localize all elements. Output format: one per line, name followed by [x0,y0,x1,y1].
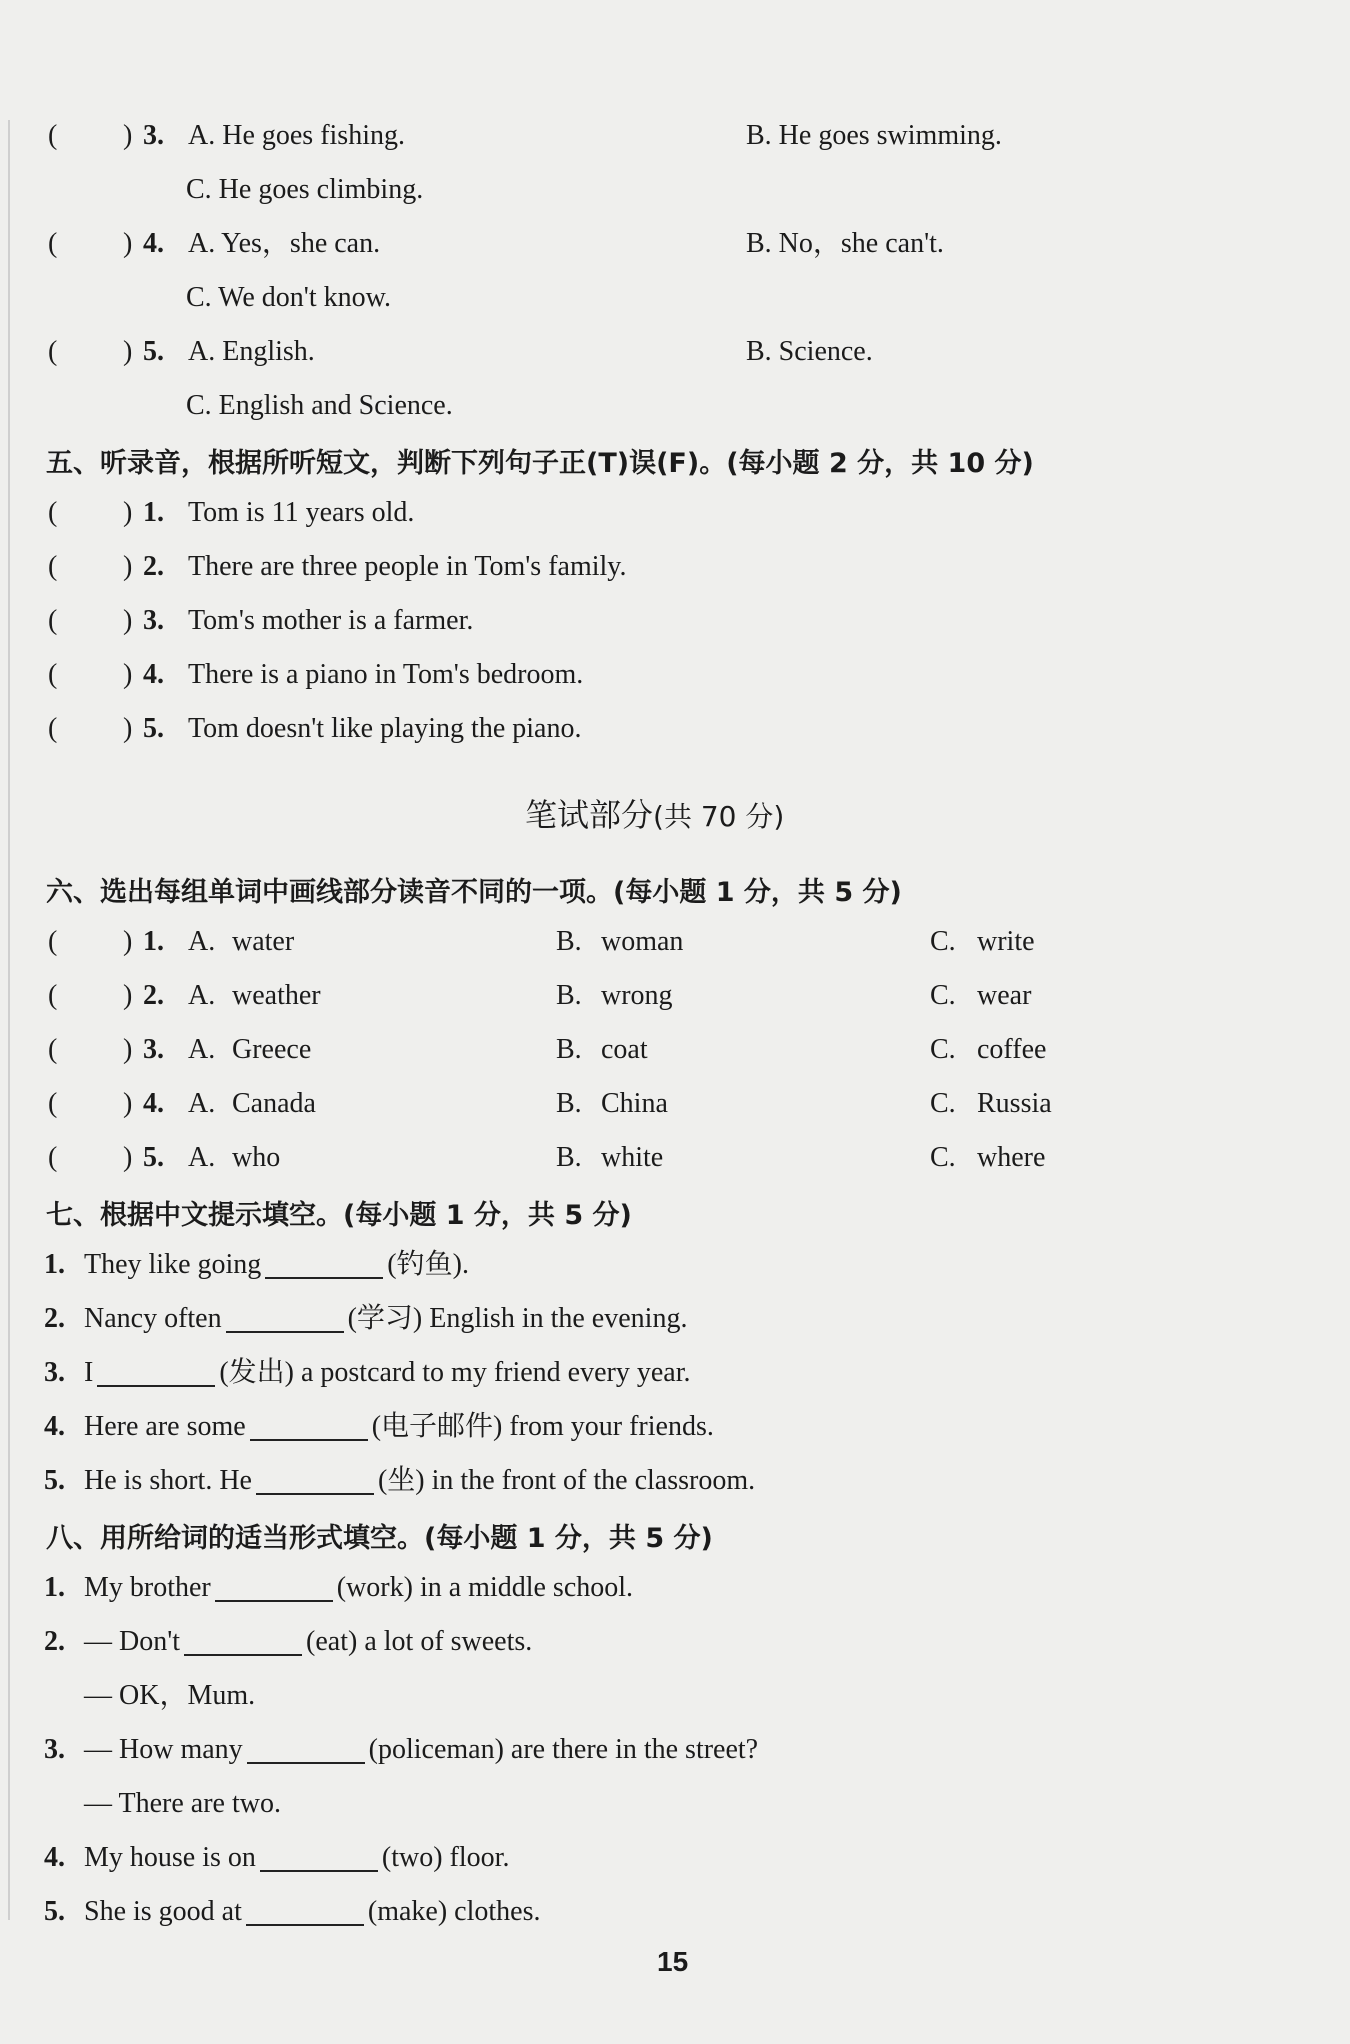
question-text [84,1570,633,1606]
option-b-word: coat [601,1034,648,1065]
section-8-title: 八、用所给词的适当形式填空。(每小题 1 分，共 5 分) [46,1523,713,1554]
text-before-blank: I [84,1357,94,1388]
question-number: 2. [143,551,164,582]
text-before-blank: Here are some [84,1411,246,1442]
question-number: 2. [143,980,164,1011]
question-number: 1. [143,497,164,528]
statement-text: Tom doesn't like playing the piano. [188,713,582,744]
question-number: 2. [44,1303,65,1334]
text-before-blank: They like going [84,1249,262,1280]
answer-blank[interactable] [256,1465,374,1495]
answer-paren-open: ( [48,497,58,528]
option-b: B. Science. [746,336,873,367]
section-7-title: 七、根据中文提示填空。(每小题 1 分，共 5 分) [46,1200,632,1231]
answer-paren-close: ) [123,980,133,1011]
option-a-word: who [232,1142,281,1173]
option-a: A. Yes，she can. [188,228,381,259]
option-a-word: Canada [232,1088,316,1119]
answer-blank[interactable] [250,1411,368,1441]
answer-paren-open: ( [48,1088,58,1119]
statement-text: Tom's mother is a farmer. [188,605,474,636]
section-5-title: 五、听录音，根据所听短文，判断下列句子正(T)误(F)。(每小题 2 分，共 10 分) [46,448,1034,479]
answer-paren-open: ( [48,926,58,957]
option-c-word: Russia [977,1088,1052,1119]
answer-paren-open: ( [48,1034,58,1065]
question-number: 3. [143,120,164,151]
text-after-blank: (学习) English in the evening. [347,1303,688,1334]
question-text [84,1463,755,1499]
option-a-word: water [232,926,295,957]
option-c: C. He goes climbing. [186,174,424,205]
option-c: C. English and Science. [186,390,453,421]
option-a-word: weather [232,980,321,1011]
question-text [84,1624,532,1660]
written-part-score: (共 70 分) [653,800,785,833]
option-a-label: A. [188,1034,216,1065]
option-c: C. We don't know. [186,282,392,313]
answer-paren-close: ) [123,926,133,957]
answer-paren-close: ) [123,1034,133,1065]
text-after-blank: (电子邮件) from your friends. [371,1411,714,1442]
answer-paren-open: ( [48,336,58,367]
answer-blank[interactable] [247,1734,365,1764]
answer-blank[interactable] [184,1626,302,1656]
question-number: 5. [143,336,164,367]
answer-blank[interactable] [215,1572,333,1602]
reply-text: — There are two. [84,1788,281,1819]
question-text [84,1301,687,1337]
question-text [84,1732,758,1768]
option-b-label: B. [556,1088,582,1119]
option-c-word: write [977,926,1035,957]
statement-text: There are three people in Tom's family. [188,551,627,582]
question-text [84,1409,714,1445]
question-number: 5. [44,1896,65,1927]
option-a-label: A. [188,1088,216,1119]
option-c-label: C. [930,1142,956,1173]
option-a-label: A. [188,980,216,1011]
answer-blank[interactable] [260,1842,378,1872]
option-b: B. He goes swimming. [746,120,1002,151]
option-b-label: B. [556,1142,582,1173]
question-text [84,1840,509,1876]
text-before-blank: — How many [84,1734,243,1765]
answer-paren-open: ( [48,659,58,690]
text-before-blank: My brother [84,1572,211,1603]
answer-paren-close: ) [123,497,133,528]
answer-paren-open: ( [48,551,58,582]
answer-paren-open: ( [48,120,58,151]
text-after-blank: (policeman) are there in the street? [368,1734,759,1765]
text-after-blank: (eat) a lot of sweets. [306,1626,533,1657]
text-before-blank: — Don't [84,1626,181,1657]
question-number: 4. [143,659,164,690]
option-b: B. No，she can't. [746,228,944,259]
text-before-blank: He is short. He [84,1465,252,1496]
answer-paren-open: ( [48,228,58,259]
option-b-word: wrong [601,980,673,1011]
question-number: 3. [44,1734,65,1765]
question-number: 1. [44,1572,65,1603]
answer-blank[interactable] [246,1896,364,1926]
question-text [84,1355,691,1391]
question-number: 3. [143,1034,164,1065]
question-number: 5. [143,713,164,744]
section-6-title: 六、选出每组单词中画线部分读音不同的一项。(每小题 1 分，共 5 分) [46,877,902,908]
text-after-blank: (钓鱼). [387,1249,469,1280]
text-before-blank: My house is on [84,1842,256,1873]
reply-text: — OK，Mum. [84,1680,256,1711]
option-c-label: C. [930,980,956,1011]
question-number: 4. [143,228,164,259]
written-part-heading [525,790,784,836]
option-c-label: C. [930,1034,956,1065]
statement-text: There is a piano in Tom's bedroom. [188,659,584,690]
option-c-word: where [977,1142,1046,1173]
answer-paren-open: ( [48,1142,58,1173]
text-after-blank: (坐) in the front of the classroom. [377,1465,756,1496]
answer-paren-close: ) [123,659,133,690]
answer-blank[interactable] [226,1303,344,1333]
option-a-label: A. [188,1142,216,1173]
question-number: 5. [143,1142,164,1173]
statement-text: Tom is 11 years old. [188,497,415,528]
text-after-blank: (发出) a postcard to my friend every year. [219,1357,691,1388]
question-number: 5. [44,1465,65,1496]
text-before-blank: Nancy often [84,1303,222,1334]
question-text [84,1894,540,1930]
answer-paren-open: ( [48,980,58,1011]
margin-line [8,120,10,1920]
option-a: A. English. [188,336,315,367]
option-b-label: B. [556,926,582,957]
answer-paren-close: ) [123,551,133,582]
text-after-blank: (make) clothes. [367,1896,541,1927]
option-b-label: B. [556,1034,582,1065]
option-c-word: coffee [977,1034,1047,1065]
question-number: 1. [44,1249,65,1280]
option-c-label: C. [930,1088,956,1119]
question-number: 4. [44,1842,65,1873]
written-part-title: 笔试部分 [525,796,654,834]
answer-paren-open: ( [48,605,58,636]
answer-paren-close: ) [123,605,133,636]
option-b-word: China [601,1088,668,1119]
option-b-word: white [601,1142,664,1173]
option-c-label: C. [930,926,956,957]
answer-paren-close: ) [123,1142,133,1173]
question-text [84,1247,469,1283]
option-b-label: B. [556,980,582,1011]
question-number: 3. [44,1357,65,1388]
answer-paren-close: ) [123,228,133,259]
answer-paren-close: ) [123,120,133,151]
option-a: A. He goes fishing. [188,120,405,151]
answer-blank[interactable] [97,1357,215,1387]
question-number: 4. [44,1411,65,1442]
text-after-blank: (work) in a middle school. [336,1572,634,1603]
answer-paren-open: ( [48,713,58,744]
option-b-word: woman [601,926,684,957]
question-number: 4. [143,1088,164,1119]
answer-blank[interactable] [265,1249,383,1279]
answer-paren-close: ) [123,1088,133,1119]
answer-paren-close: ) [123,713,133,744]
text-after-blank: (two) floor. [381,1842,510,1873]
option-a-word: Greece [232,1034,312,1065]
answer-paren-close: ) [123,336,133,367]
question-number: 2. [44,1626,65,1657]
option-c-word: wear [977,980,1032,1011]
question-number: 3. [143,605,164,636]
page-number: 15 [657,1946,689,1977]
option-a-label: A. [188,926,216,957]
question-number: 1. [143,926,164,957]
text-before-blank: She is good at [84,1896,242,1927]
